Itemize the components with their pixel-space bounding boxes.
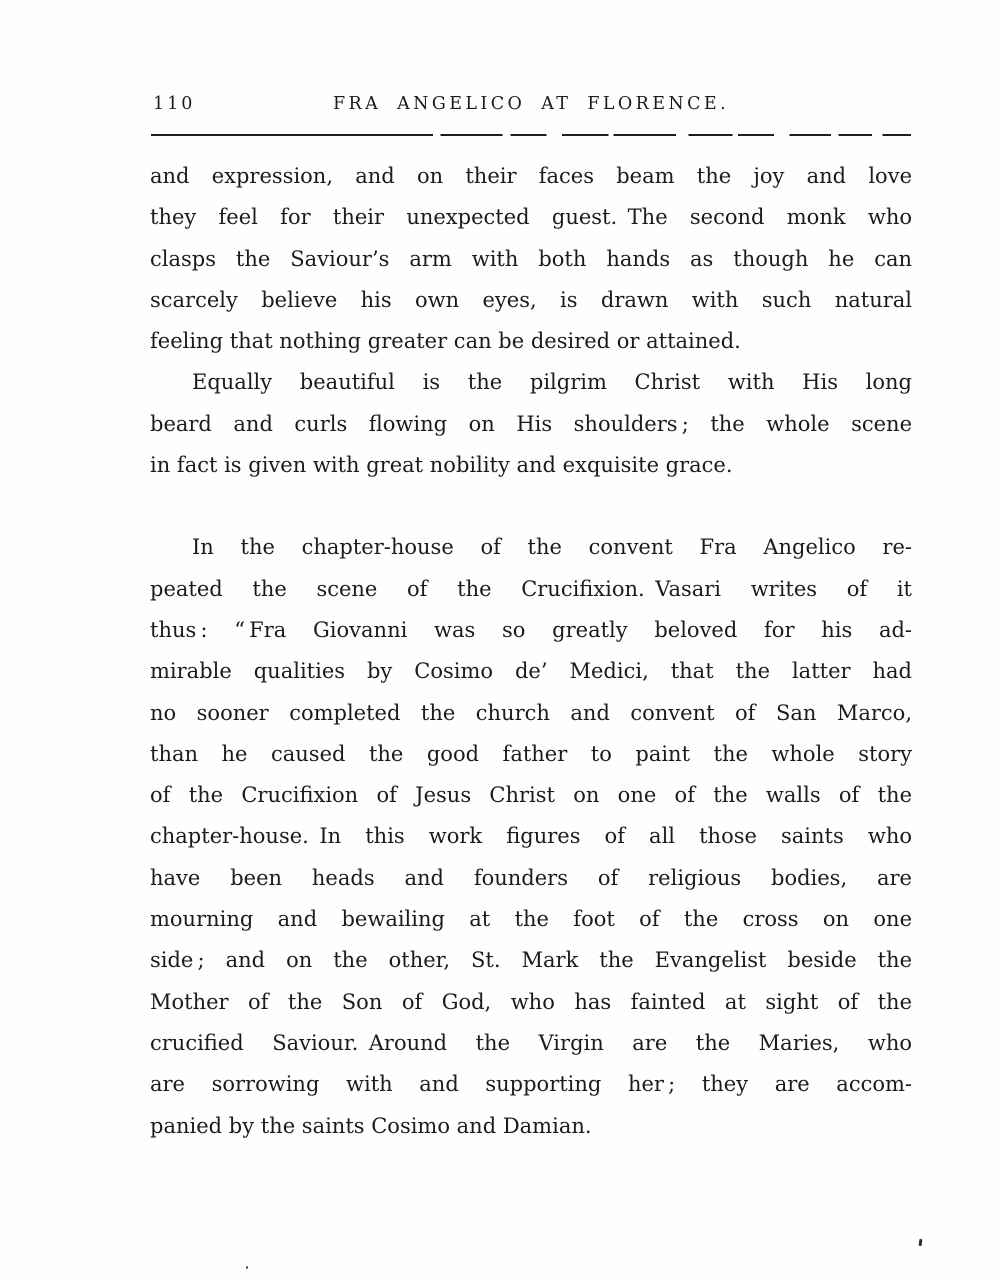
text-line: peated the scene of the Crucifixion. Vasari writes of it [150, 576, 912, 601]
text-line: in fact is given with great nobility and exquisite grace. [150, 453, 733, 478]
page-number: 110 [153, 94, 196, 114]
text-line: mirable qualities by Cosimo de’ Medici, that the latter had [150, 659, 912, 684]
text-line: Mother of the Son of God, who has fainted at sight of the [150, 989, 912, 1014]
text-line: In the chapter-house of the convent Fra Angelico re- [192, 535, 912, 560]
paragraph-1 [150, 156, 912, 362]
text-line: have been heads and founders of religious bodies, are [150, 865, 912, 890]
running-head: FRA ANGELICO AT FLORENCE. [332, 94, 730, 114]
page-body [150, 156, 912, 1147]
text-line: scarcely believe his own eyes, is drawn with such natural [150, 287, 912, 312]
text-line: chapter-house. In this work figures of all those saints who [150, 824, 912, 849]
text-line: beard and curls flowing on His shoulders ; the whole scene [150, 411, 912, 436]
text-line: mourning and bewailing at the foot of the cross on one [150, 907, 912, 932]
text-line: side ; and on the other, St. Mark the Evangelist beside the [150, 948, 912, 973]
text-line: of the Crucifixion of Jesus Christ on one of the walls of the [150, 783, 912, 808]
header-rule-broken-segment [394, 134, 911, 136]
text-line: Equally beautiful is the pilgrim Christ with His long [192, 370, 912, 395]
text-line: panied by the saints Cosimo and Damian. [150, 1113, 592, 1138]
text-line: clasps the Saviour’s arm with both hands as though he can [150, 246, 912, 271]
header-rule-solid-segment [151, 134, 394, 136]
page-header [150, 94, 912, 118]
scan-speck [246, 1266, 248, 1269]
text-line: no sooner completed the church and convent of San Marco, [150, 700, 912, 725]
scan-speck [919, 1239, 923, 1246]
text-line: thus : “ Fra Giovanni was so greatly beloved for his ad- [150, 617, 912, 642]
text-line: and expression, and on their faces beam the joy and love [150, 164, 912, 188]
paragraph-2 [150, 362, 912, 486]
text-line: they feel for their unexpected guest. The second monk who [150, 205, 912, 230]
text-line: than he caused the good father to paint the whole story [150, 741, 912, 766]
header-rule [151, 133, 911, 137]
text-line: crucified Saviour. Around the Virgin are the Maries, who [150, 1030, 912, 1055]
paragraph-3 [150, 527, 912, 1146]
text-line: are sorrowing with and supporting her ; they are accom- [150, 1072, 912, 1097]
text-line: feeling that nothing greater can be desired or attained. [150, 329, 741, 354]
